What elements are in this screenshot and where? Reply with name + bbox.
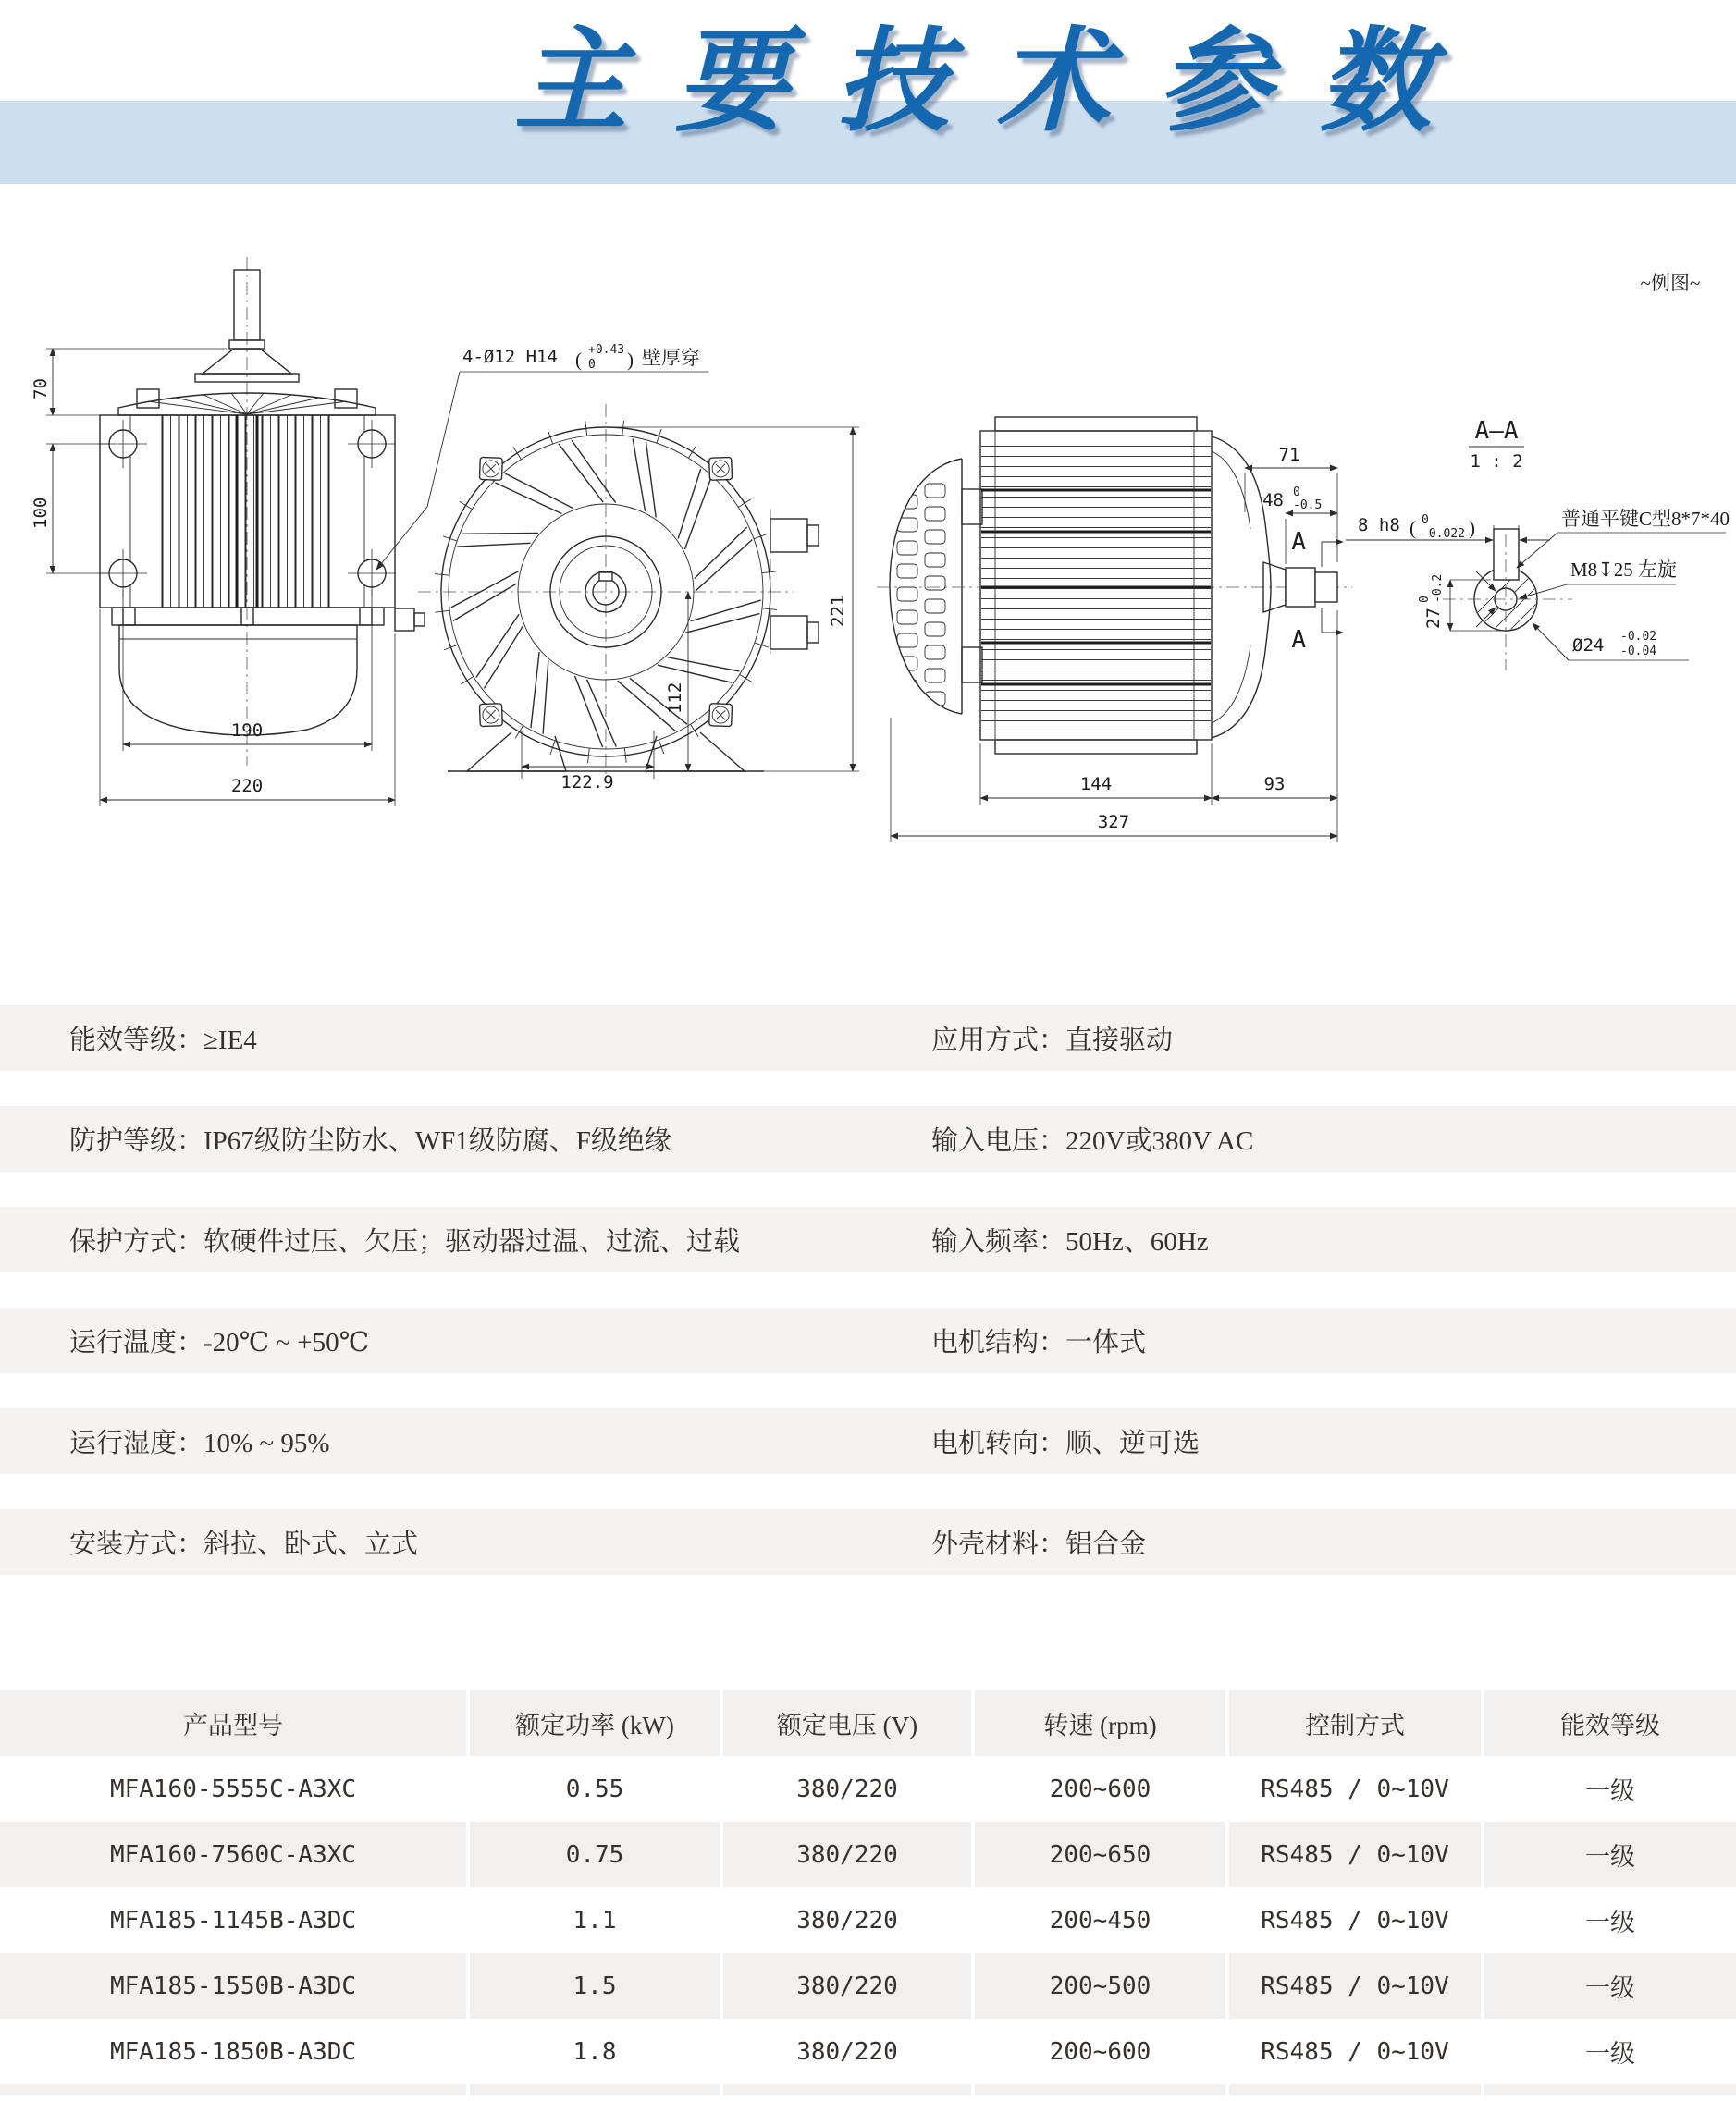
cell-power: 0.75 <box>470 1822 723 1887</box>
svg-text:): ) <box>1469 517 1475 539</box>
cell-power: 1.8 <box>470 2019 723 2084</box>
dim-112: 112 <box>665 682 685 714</box>
dim-144: 144 <box>1079 774 1113 794</box>
svg-text:+0.43: +0.43 <box>588 343 625 357</box>
svg-text:(: ( <box>575 349 582 371</box>
table-body <box>0 1756 1736 2084</box>
table-row <box>0 1887 1736 1953</box>
fan-view <box>376 343 859 792</box>
spec-row <box>0 1005 1736 1071</box>
section-title: A—A <box>1474 417 1519 445</box>
spec-left-item: 防护等级：IP67级防尘防水、WF1级防腐、F级绝缘 <box>69 1126 671 1156</box>
cell-voltage: 380/220 <box>723 2019 975 2084</box>
hole-callout <box>376 343 708 570</box>
key-tol-lower: -0.022 <box>1422 527 1465 541</box>
cell-model: MFA160-7560C-A3XC <box>0 1822 470 1887</box>
section-view <box>1346 417 1730 670</box>
cell-grade: 一级 <box>1484 1822 1736 1887</box>
table-row <box>0 1822 1736 1887</box>
cell-model: MFA185-1550B-A3DC <box>0 1953 470 2019</box>
dim-100: 100 <box>31 497 51 529</box>
cell-speed: 200~600 <box>975 2019 1229 2084</box>
key-tol-upper: 0 <box>1422 513 1429 527</box>
cell-control: RS485 / 0~10V <box>1229 1756 1484 1822</box>
dim-221: 221 <box>828 595 848 627</box>
section-mark-bottom: A <box>1291 626 1306 654</box>
cell-grade: 一级 <box>1484 2019 1736 2084</box>
spec-right-item: 外壳材料：铝合金 <box>931 1530 1147 1559</box>
section-scale: 1 : 2 <box>1470 451 1523 472</box>
table-partial-row <box>0 2084 1736 2095</box>
spec-row <box>0 1308 1736 1373</box>
spec-right-item: 电机转向：顺、逆可选 <box>931 1429 1200 1458</box>
example-tag: ~例图~ <box>1640 272 1701 294</box>
dim-dia: Ø24 <box>1572 635 1605 656</box>
key-note: 普通平键C型8*7*40 <box>1561 508 1730 530</box>
cell-speed: 200~450 <box>975 1887 1229 1953</box>
product-table <box>0 1690 1736 2084</box>
svg-text:4-Ø12 H14: 4-Ø12 H14 <box>462 347 558 367</box>
cell-control: RS485 / 0~10V <box>1229 1887 1484 1953</box>
svg-text:): ) <box>627 349 634 371</box>
table-header-cell: 产品型号 <box>0 1690 470 1756</box>
svg-text:(: ( <box>1410 517 1416 539</box>
cell-model: MFA185-1145B-A3DC <box>0 1887 470 1953</box>
table-row <box>0 1756 1736 1822</box>
dim-220: 220 <box>230 776 264 796</box>
cell-control: RS485 / 0~10V <box>1229 2019 1484 2084</box>
dim-27-tol-lower: -0.2 <box>1431 573 1445 603</box>
spec-left-item: 运行湿度：10% ~ 95% <box>69 1429 330 1458</box>
spec-row <box>0 1509 1736 1575</box>
front-view <box>31 257 425 806</box>
cell-model: MFA185-1850B-A3DC <box>0 2019 470 2084</box>
dim-27-tol-upper: 0 <box>1418 596 1432 603</box>
thread-note: M8↧25 左旋 <box>1570 559 1678 581</box>
cell-voltage: 380/220 <box>723 1822 975 1887</box>
dia-tol-upper: -0.02 <box>1620 630 1657 644</box>
spec-row <box>0 1106 1736 1172</box>
table-header-cell: 转速 (rpm) <box>975 1690 1229 1756</box>
page-title: 主要技术参数 <box>514 20 1480 145</box>
dim-70: 70 <box>31 378 51 399</box>
spec-right-item: 应用方式：直接驱动 <box>931 1026 1174 1055</box>
cell-voltage: 380/220 <box>723 1756 975 1822</box>
table-row <box>0 1953 1736 2019</box>
fan-top-blades <box>148 393 347 414</box>
dim-48-tol-lower: -0.5 <box>1293 498 1323 512</box>
dim-93: 93 <box>1263 774 1286 794</box>
key-width: 8 h8 <box>1358 515 1400 535</box>
svg-text:壁厚穿: 壁厚穿 <box>642 347 700 369</box>
section-mark-top: A <box>1291 528 1306 556</box>
cell-control: RS485 / 0~10V <box>1229 1822 1484 1887</box>
spec-row <box>0 1207 1736 1272</box>
spec-right-item: 输入频率：50Hz、60Hz <box>931 1227 1209 1257</box>
cell-speed: 200~600 <box>975 1756 1229 1822</box>
table-header-row <box>0 1690 1736 1756</box>
cell-speed: 200~500 <box>975 1953 1229 2019</box>
cell-grade: 一级 <box>1484 1756 1736 1822</box>
cell-speed: 200~650 <box>975 1822 1229 1887</box>
spec-list <box>0 1005 1736 1610</box>
spec-left-item: 保护方式：软硬件过压、欠压；驱动器过温、过流、过载 <box>69 1227 741 1257</box>
cell-grade: 一级 <box>1484 1953 1736 2019</box>
table-row <box>0 2019 1736 2084</box>
cell-voltage: 380/220 <box>723 1887 975 1953</box>
technical-drawing <box>0 166 1736 842</box>
dim-122-9: 122.9 <box>560 772 614 792</box>
dim-71: 71 <box>1278 445 1300 465</box>
dim-48: 48 <box>1262 490 1284 510</box>
dim-27: 27 <box>1423 608 1444 629</box>
cell-power: 1.1 <box>470 1887 723 1953</box>
table-header-cell: 额定电压 (V) <box>723 1690 975 1756</box>
svg-text:0: 0 <box>588 358 596 372</box>
side-view <box>877 417 1352 842</box>
dim-48-tol-upper: 0 <box>1293 485 1300 499</box>
spec-right-item: 电机结构：一体式 <box>931 1328 1147 1358</box>
cell-grade: 一级 <box>1484 1887 1736 1953</box>
cell-power: 0.55 <box>470 1756 723 1822</box>
spec-right-item: 输入电压：220V或380V AC <box>931 1126 1254 1156</box>
table-header-cell: 能效等级 <box>1484 1690 1736 1756</box>
spec-left-item: 安装方式：斜拉、卧式、立式 <box>69 1530 419 1559</box>
cell-control: RS485 / 0~10V <box>1229 1953 1484 2019</box>
dim-327: 327 <box>1097 812 1130 832</box>
table-header-cell: 控制方式 <box>1229 1690 1484 1756</box>
dim-190: 190 <box>230 720 264 741</box>
dia-tol-lower: -0.04 <box>1620 645 1657 658</box>
spec-left-item: 能效等级：≥IE4 <box>69 1026 257 1055</box>
cell-model: MFA160-5555C-A3XC <box>0 1756 470 1822</box>
cell-voltage: 380/220 <box>723 1953 975 2019</box>
cell-power: 1.5 <box>470 1953 723 2019</box>
spec-left-item: 运行温度：-20℃ ~ +50℃ <box>69 1328 370 1358</box>
spec-row <box>0 1408 1736 1474</box>
table-header-cell: 额定功率 (kW) <box>470 1690 723 1756</box>
